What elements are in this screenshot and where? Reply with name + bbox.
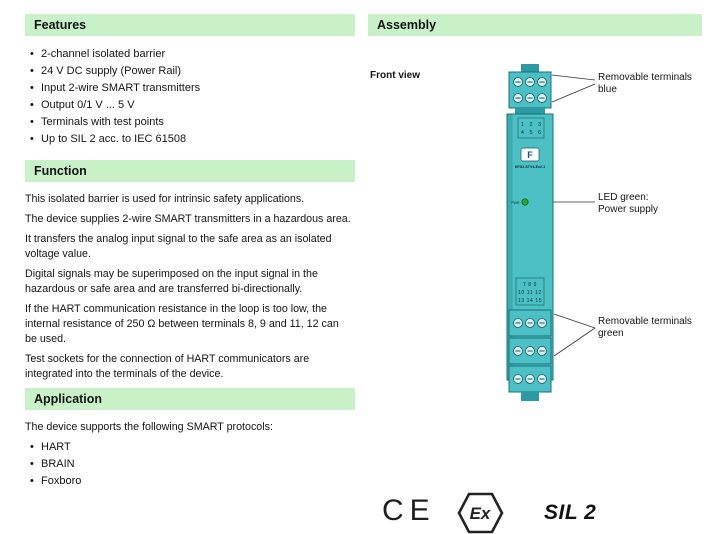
ce-mark: CE (382, 494, 436, 527)
leader-line (552, 84, 595, 102)
section-header-application: Application (25, 388, 355, 410)
device-bottom-hook (521, 392, 539, 401)
features-list (25, 46, 355, 148)
annotation-line: Removable terminals (598, 316, 692, 327)
annotation-removable-terminals-blue (598, 72, 692, 96)
function-paragraph: This isolated barrier is used for intrinsic safety applications. (25, 193, 305, 205)
section-header-features: Features (25, 14, 355, 36)
leader-line (552, 75, 595, 80)
right-column (368, 14, 702, 534)
terminal-numbers: 13 14 15 (517, 298, 543, 304)
screw-icon (526, 347, 535, 356)
screw-icon (538, 375, 547, 384)
power-led (522, 199, 528, 205)
screw-icon (526, 78, 535, 87)
screw-icon (514, 319, 523, 328)
screw-icon (538, 94, 547, 103)
assembly-device-diagram (368, 58, 709, 458)
protocol-item: • Foxboro (30, 473, 355, 490)
leader-line (554, 328, 595, 356)
leader-line (554, 314, 595, 328)
power-led-label: PWR (511, 201, 520, 205)
function-paragraph: It transfers the analog input signal to the safe area as an isolated voltage value. (25, 233, 332, 260)
screw-icon (514, 78, 523, 87)
annotation-line: green (598, 328, 624, 339)
feature-item: • Output 0/1 V ... 5 V (30, 97, 355, 114)
function-paragraph: If the HART communication resistance in the loop is too low, the internal resistance of 250 Ω between terminals 8, 9 and 11, 12 can be used. (25, 303, 339, 345)
device-bottom-terminal-blocks (509, 310, 551, 392)
protocol-item: • BRAIN (30, 456, 355, 473)
front-view-label: Front view (370, 70, 421, 81)
screw-icon (514, 375, 523, 384)
screw-icon (538, 319, 547, 328)
application-list (25, 439, 355, 490)
annotation-removable-terminals-green (598, 316, 692, 340)
feature-item: • Terminals with test points (30, 114, 355, 131)
terminal-numbers: 10 11 12 (518, 290, 542, 296)
screw-icon (526, 319, 535, 328)
annotation-line: Power supply (598, 204, 659, 215)
function-paragraph: Test sockets for the connection of HART communicators are integrated into the terminals of the device. (25, 353, 310, 380)
screw-icon (526, 94, 535, 103)
screw-icon (514, 347, 523, 356)
feature-item: • 2-channel isolated barrier (30, 46, 355, 63)
feature-item: • Up to SIL 2 acc. to IEC 61508 (30, 131, 355, 148)
function-paragraph: Digital signals may be superimposed on the input signal in the hazardous or safe area and are transferred bi-directionally. (25, 268, 318, 295)
pf-logo-letter: F (527, 150, 533, 160)
sil-rating: SIL 2 (544, 501, 597, 524)
device-model-label: KFD2-STV4-Ex2-1 (514, 165, 546, 169)
feature-item: • Input 2-wire SMART transmitters (30, 80, 355, 97)
screw-icon (526, 375, 535, 384)
annotation-line: LED green: (598, 192, 649, 203)
application-intro: The device supports the following SMART protocols: (25, 421, 273, 433)
screw-icon (538, 347, 547, 356)
annotation-led-green (598, 192, 658, 216)
screw-icon (538, 78, 547, 87)
terminal-numbers: 1 2 3 (520, 122, 544, 128)
terminal-numbers: 7 8 9 (522, 282, 538, 288)
ex-letters: Ex (469, 504, 491, 523)
section-header-assembly: Assembly (368, 14, 702, 36)
screw-icon (514, 94, 523, 103)
device-top-terminal-block (509, 72, 551, 114)
left-column (25, 14, 355, 490)
annotation-line: blue (598, 84, 617, 95)
terminal-numbers: 4 5 6 (520, 130, 544, 136)
annotation-line: Removable terminals (598, 72, 692, 83)
section-header-function: Function (25, 160, 355, 182)
ex-hexagon-icon (456, 491, 504, 534)
function-paragraph: The device supplies 2-wire SMART transmitters in a hazardous area. (25, 213, 351, 225)
feature-item: • 24 V DC supply (Power Rail) (30, 63, 355, 80)
protocol-item: • HART (30, 439, 355, 456)
